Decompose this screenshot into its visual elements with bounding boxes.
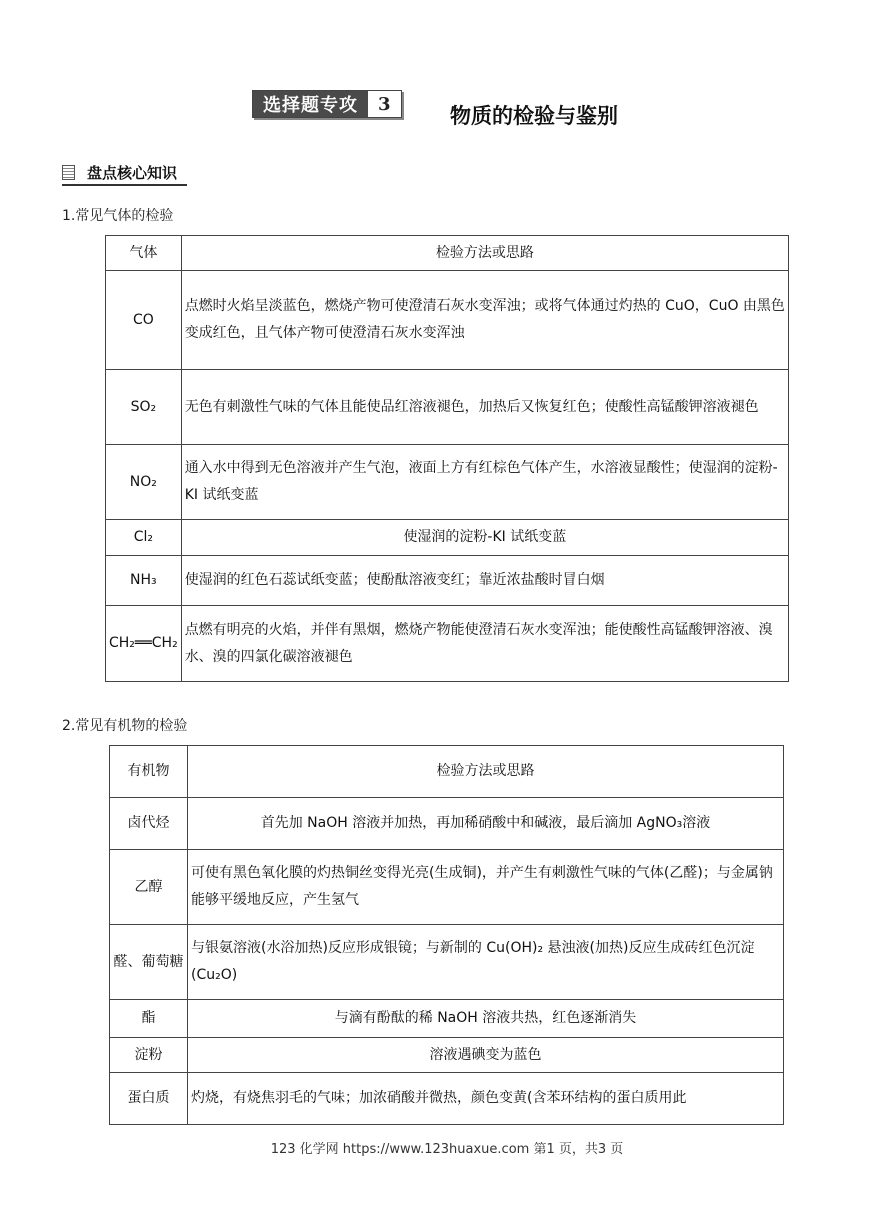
table-row (106, 606, 789, 682)
table-cell: 点燃有明亮的火焰，并伴有黑烟，燃烧产物能使澄清石灰水变浑浊；能使酸性高锰酸钾溶液、溴水、溴的四氯化碳溶液褪色 (181, 606, 788, 682)
table-cell: 首先加 NaOH 溶液并加热，再加稀硝酸中和碱液，最后滴加 AgNO₃溶液 (188, 798, 784, 850)
table-cell: CH₂══CH₂ (106, 606, 182, 682)
table-row (106, 445, 789, 520)
table-cell: 酯 (110, 1000, 188, 1038)
table-header-cell: 检验方法或思路 (188, 746, 784, 798)
badge-label: 选择题专攻 (253, 91, 368, 117)
table-cell: 使湿润的淀粉-KI 试纸变蓝 (181, 520, 788, 556)
table-header-cell: 有机物 (110, 746, 188, 798)
table-cell: 乙醇 (110, 850, 188, 925)
table-header-cell: 气体 (106, 236, 182, 271)
table-row (106, 236, 789, 271)
table-row (106, 556, 789, 606)
table-row (110, 850, 784, 925)
gas-heading: 1.常见气体的检验 (62, 208, 174, 224)
gas-table (105, 235, 789, 682)
table-row (106, 520, 789, 556)
table-row (110, 798, 784, 850)
table-cell: 卤代烃 (110, 798, 188, 850)
table-cell: NO₂ (106, 445, 182, 520)
table-cell: 无色有刺激性气味的气体且能使品红溶液褪色，加热后又恢复红色；使酸性高锰酸钾溶液褪色 (181, 370, 788, 445)
section-heading (62, 160, 187, 186)
topic-badge (252, 90, 402, 118)
table-cell: SO₂ (106, 370, 182, 445)
table-cell: 灼烧，有烧焦羽毛的气味；加浓硝酸并微热，颜色变黄(含苯环结构的蛋白质用此 (188, 1073, 784, 1125)
table-header-cell: 检验方法或思路 (181, 236, 788, 271)
table-row (110, 925, 784, 1000)
table-row (110, 746, 784, 798)
table-cell: 醛、葡萄糖 (110, 925, 188, 1000)
organic-heading: 2.常见有机物的检验 (62, 718, 188, 734)
table-cell: 使湿润的红色石蕊试纸变蓝；使酚酞溶液变红；靠近浓盐酸时冒白烟 (181, 556, 788, 606)
table-row (106, 271, 789, 370)
page-title: 物质的检验与鉴别 (450, 104, 618, 128)
table-cell: 通入水中得到无色溶液并产生气泡，液面上方有红棕色气体产生，水溶液显酸性；使湿润的淀粉-KI 试纸变蓝 (181, 445, 788, 520)
table-cell: 淀粉 (110, 1038, 188, 1073)
table-cell: 可使有黑色氧化膜的灼热铜丝变得光亮(生成铜)，并产生有刺激性气味的气体(乙醛)；与金属钠能够平缓地反应，产生氢气 (188, 850, 784, 925)
table-cell: 蛋白质 (110, 1073, 188, 1125)
table-row (110, 1000, 784, 1038)
page-footer: 123 化学网 https://www.123huaxue.com 第1 页，共3 页 (270, 1142, 624, 1157)
table-cell: 与滴有酚酞的稀 NaOH 溶液共热，红色逐渐消失 (188, 1000, 784, 1038)
table-cell: Cl₂ (106, 520, 182, 556)
section-heading-label: 盘点核心知识 (87, 163, 178, 182)
title-block (252, 90, 672, 130)
table-cell: CO (106, 271, 182, 370)
table-cell: 点燃时火焰呈淡蓝色，燃烧产物可使澄清石灰水变浑浊；或将气体通过灼热的 CuO，CuO 由黑色变成红色，且气体产物可使澄清石灰水变浑浊 (181, 271, 788, 370)
table-row (110, 1038, 784, 1073)
badge-number: 3 (368, 91, 401, 117)
organic-table (109, 745, 784, 1125)
table-cell: 溶液遇碘变为蓝色 (188, 1038, 784, 1073)
table-row (110, 1073, 784, 1125)
table-cell: NH₃ (106, 556, 182, 606)
table-cell: 与银氨溶液(水浴加热)反应形成银镜；与新制的 Cu(OH)₂ 悬浊液(加热)反应生成砖红色沉淀(Cu₂O) (188, 925, 784, 1000)
table-row (106, 370, 789, 445)
document-icon (62, 165, 75, 180)
